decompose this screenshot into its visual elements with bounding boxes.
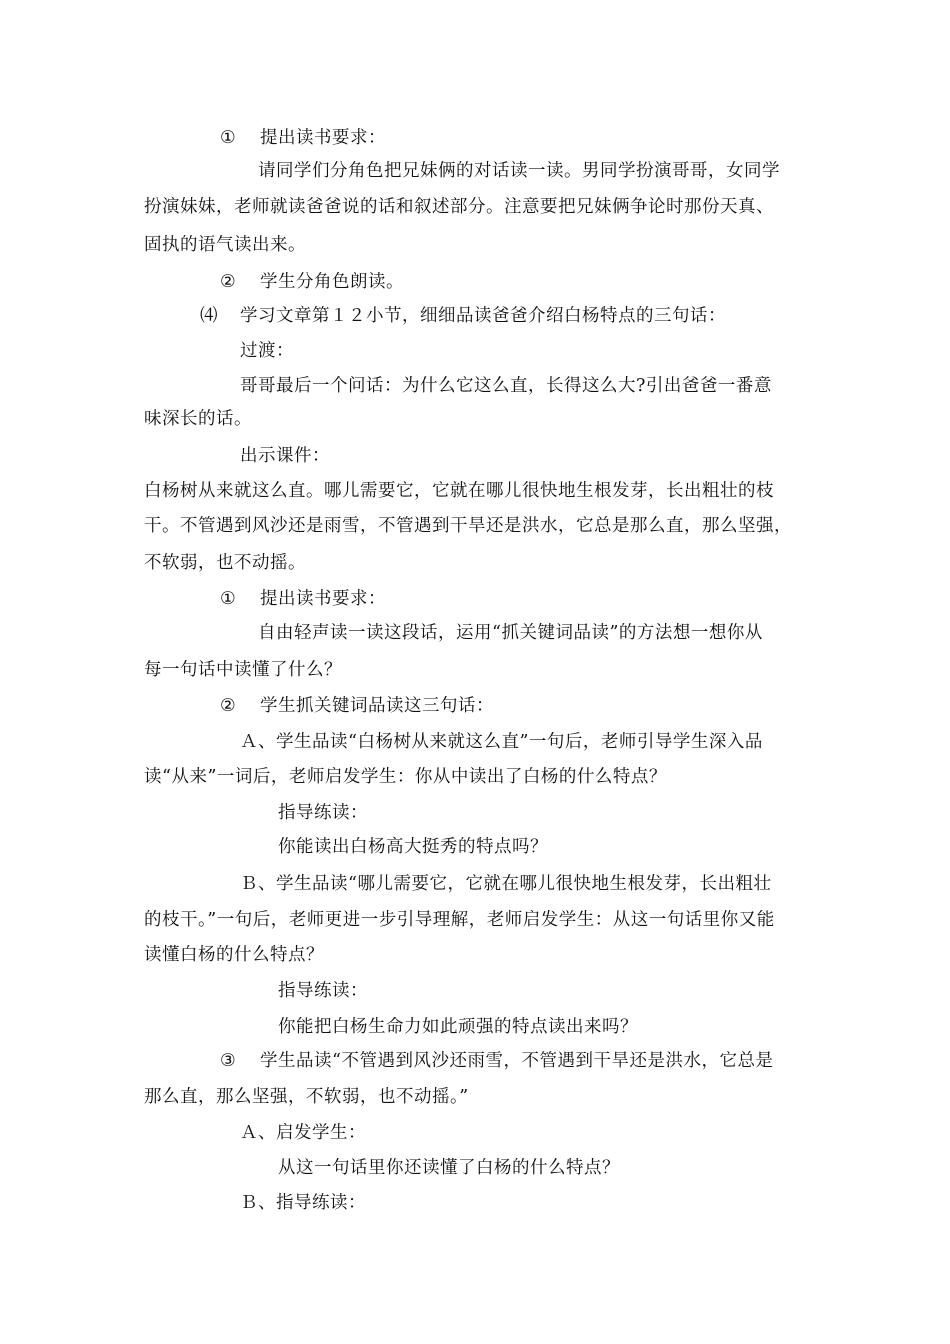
text-line: 提出读书要求： — [260, 589, 386, 609]
text-line: Ａ、启发学生： — [240, 1123, 366, 1143]
text-line: 指导练读： — [278, 803, 368, 823]
list-item — [220, 270, 404, 294]
text-line: 那么直，那么坚强，不软弱，也不动摇。” — [144, 1087, 469, 1107]
text-line: 固执的语气读出来。 — [144, 235, 306, 255]
list-marker: ① — [220, 589, 237, 609]
list-marker: ① — [220, 128, 237, 148]
list-item — [220, 126, 386, 150]
text-line: 指导练读： — [278, 981, 368, 1001]
text-line: 出示课件： — [240, 446, 330, 466]
text-line: 从这一句话里你还读懂了白杨的什么特点？ — [278, 1158, 620, 1178]
text-line: 味深长的话。 — [144, 409, 252, 429]
text-line: 你能把白杨生命力如此顽强的特点读出来吗？ — [278, 1017, 638, 1037]
text-line: 学生抓关键词品读这三句话： — [260, 696, 494, 716]
text-line: Ｂ、指导练读： — [240, 1193, 366, 1213]
list-marker: ⑷ — [200, 306, 218, 326]
list-marker: ② — [220, 696, 237, 716]
text-line: 学生品读“不管遇到风沙还雨雪，不管遇到干旱还是洪水，它总是 — [260, 1051, 774, 1071]
text-line: 干。不管遇到风沙还是雨雪，不管遇到干旱还是洪水，它总是那么直，那么坚强， — [144, 516, 792, 536]
list-marker: ② — [220, 272, 237, 292]
list-item — [220, 1049, 773, 1073]
text-line: 白杨树从来就这么直。哪儿需要它，它就在哪儿很快地生根发芽，长出粗壮的枝 — [144, 481, 774, 501]
list-item — [220, 694, 494, 718]
text-line: 请同学们分角色把兄妹俩的对话读一读。男同学扮演哥哥，女同学 — [258, 161, 780, 181]
text-line: 的枝干。”一句后，老师更进一步引导理解，老师启发学生：从这一句话里你又能 — [144, 910, 775, 930]
text-line: 提出读书要求： — [260, 128, 386, 148]
text-line: Ａ、学生品读“白杨树从来就这么直”一句后，老师引导学生深入品 — [240, 732, 763, 752]
section-heading — [200, 304, 726, 328]
text-line: 哥哥最后一个问话：为什么它这么直，长得这么大?引出爸爸一番意 — [240, 376, 772, 396]
text-line: 学习文章第１２小节，细细品读爸爸介绍白杨特点的三句话： — [240, 306, 726, 326]
text-line: 读懂白杨的什么特点？ — [144, 945, 324, 965]
text-line: Ｂ、学生品读“哪儿需要它，它就在哪儿很快地生根发芽，长出粗壮 — [240, 874, 772, 894]
list-item — [220, 587, 386, 611]
text-line: 自由轻声读一读这段话，运用“抓关键词品读”的方法想一想你从 — [258, 623, 763, 643]
text-line: 每一句话中读懂了什么？ — [144, 660, 342, 680]
text-line: 读“从来”一词后，老师启发学生：你从中读出了白杨的什么特点？ — [144, 767, 667, 787]
text-line: 不软弱，也不动摇。 — [144, 553, 306, 573]
text-line: 扮演妹妹，老师就读爸爸说的话和叙述部分。注意要把兄妹俩争论时那份天真、 — [144, 197, 774, 217]
text-line: 学生分角色朗读。 — [260, 272, 404, 292]
list-marker: ③ — [220, 1051, 237, 1071]
text-line: 过渡： — [240, 341, 294, 361]
text-line: 你能读出白杨高大挺秀的特点吗？ — [278, 837, 548, 857]
